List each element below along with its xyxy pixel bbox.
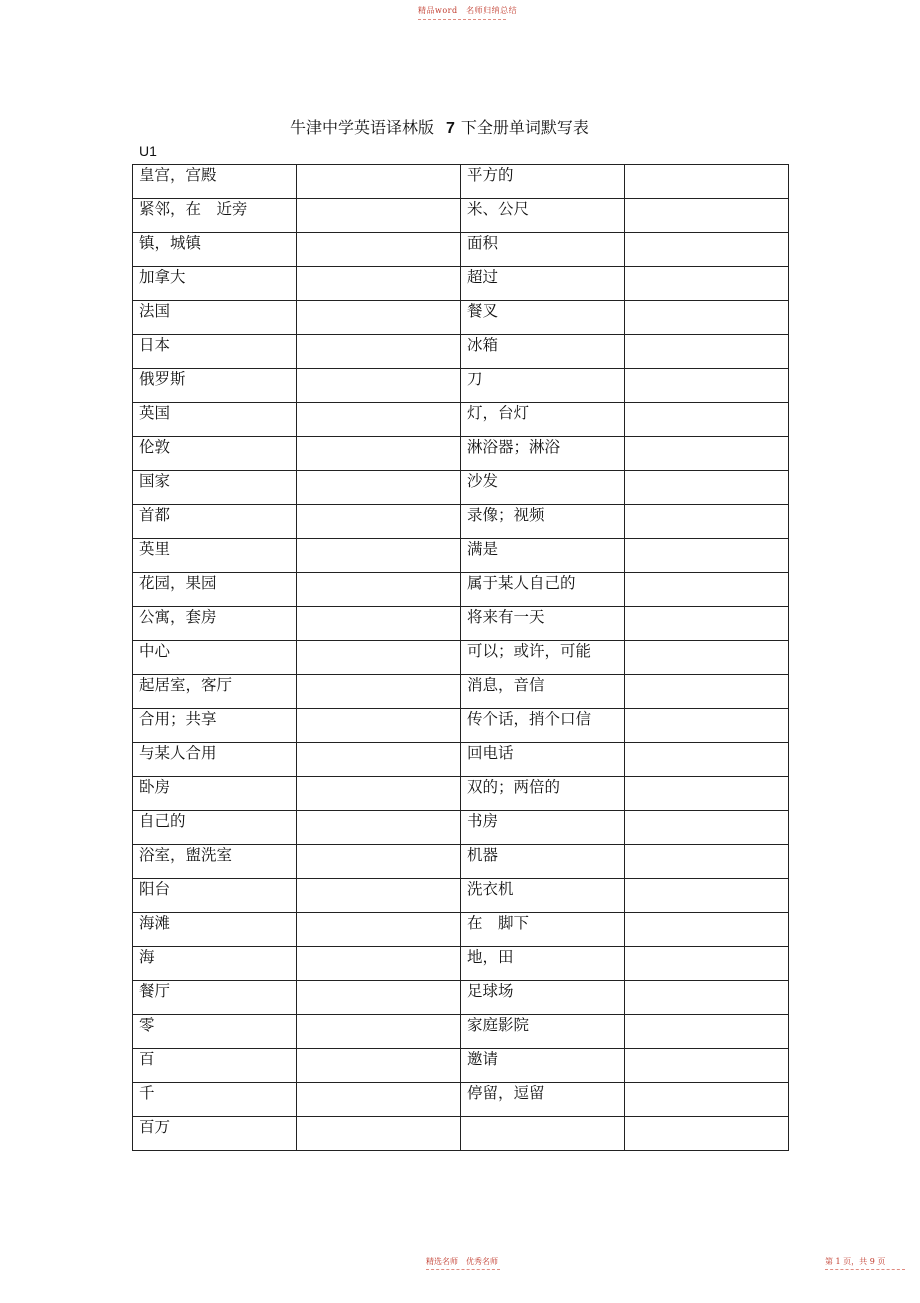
table-row (133, 845, 789, 879)
header-divider (418, 19, 506, 20)
table-row (133, 607, 789, 641)
chinese-term-cell (461, 471, 625, 505)
chinese-term-cell (133, 403, 297, 437)
chinese-term: 海 (139, 948, 155, 966)
footer-watermark: 精选名师 优秀名师 (426, 1257, 498, 1266)
chinese-term: 刀 (467, 370, 483, 388)
answer-blank-cell[interactable] (625, 981, 789, 1015)
chinese-term: 浴室，盥洗室 (139, 846, 233, 864)
answer-blank-cell[interactable] (625, 301, 789, 335)
answer-blank-cell[interactable] (297, 1015, 461, 1049)
answer-blank-cell[interactable] (297, 947, 461, 981)
answer-blank-cell[interactable] (297, 539, 461, 573)
chinese-term: 洗衣机 (467, 880, 514, 898)
answer-blank-cell[interactable] (297, 1049, 461, 1083)
chinese-term-cell (461, 1083, 625, 1117)
table-row (133, 1117, 789, 1151)
chinese-term: 自己的 (139, 812, 186, 830)
chinese-term: 双的；两倍的 (467, 778, 561, 796)
chinese-term-cell (133, 1049, 297, 1083)
table-row (133, 675, 789, 709)
chinese-term: 停留，逗留 (467, 1084, 545, 1102)
chinese-term: 卧房 (139, 778, 171, 796)
answer-blank-cell[interactable] (297, 573, 461, 607)
table-row (133, 811, 789, 845)
chinese-term: 日本 (139, 336, 171, 354)
chinese-term: 加拿大 (139, 268, 186, 286)
answer-blank-cell[interactable] (625, 743, 789, 777)
chinese-term-cell (461, 777, 625, 811)
chinese-term-cell (133, 947, 297, 981)
answer-blank-cell[interactable] (297, 879, 461, 913)
answer-blank-cell[interactable] (625, 165, 789, 199)
chinese-term-cell (133, 471, 297, 505)
chinese-term-cell (461, 505, 625, 539)
footer-right-divider (825, 1269, 905, 1270)
chinese-term-cell (133, 607, 297, 641)
chinese-term: 百万 (139, 1118, 171, 1136)
chinese-term-cell (461, 947, 625, 981)
table-row (133, 335, 789, 369)
answer-blank-cell[interactable] (625, 777, 789, 811)
chinese-term: 公寓，套房 (139, 608, 217, 626)
chinese-term: 机器 (467, 846, 499, 864)
chinese-term: 海滩 (139, 914, 171, 932)
chinese-term: 首都 (139, 506, 171, 524)
chinese-term-cell (133, 981, 297, 1015)
chinese-term: 书房 (467, 812, 499, 830)
answer-blank-cell[interactable] (297, 1083, 461, 1117)
chinese-term: 可以；或许，可能 (467, 642, 592, 660)
chinese-term: 俄罗斯 (139, 370, 186, 388)
answer-blank-cell[interactable] (625, 573, 789, 607)
table-row (133, 471, 789, 505)
answer-blank-cell[interactable] (625, 267, 789, 301)
answer-blank-cell[interactable] (625, 233, 789, 267)
answer-blank-cell[interactable] (625, 947, 789, 981)
chinese-term-cell (461, 607, 625, 641)
answer-blank-cell[interactable] (297, 437, 461, 471)
chinese-term: 餐厅 (139, 982, 171, 1000)
table-row (133, 1083, 789, 1117)
answer-blank-cell[interactable] (297, 913, 461, 947)
chinese-term-cell (133, 301, 297, 335)
table-row (133, 539, 789, 573)
answer-blank-cell[interactable] (625, 675, 789, 709)
chinese-term-cell (461, 539, 625, 573)
chinese-term-cell (133, 709, 297, 743)
answer-blank-cell[interactable] (297, 471, 461, 505)
table-row (133, 1049, 789, 1083)
chinese-term: 传个话，捎个口信 (467, 710, 592, 728)
answer-blank-cell[interactable] (297, 301, 461, 335)
answer-blank-cell[interactable] (297, 607, 461, 641)
answer-blank-cell[interactable] (625, 539, 789, 573)
chinese-term: 属于某人自己的 (467, 574, 576, 592)
chinese-term: 英里 (139, 540, 171, 558)
chinese-term: 合用；共享 (139, 710, 217, 728)
answer-blank-cell[interactable] (625, 335, 789, 369)
chinese-term: 花园，果园 (139, 574, 217, 592)
chinese-term-cell (133, 539, 297, 573)
answer-blank-cell[interactable] (625, 369, 789, 403)
answer-blank-cell[interactable] (625, 1049, 789, 1083)
chinese-term: 在 脚下 (467, 914, 530, 932)
answer-blank-cell[interactable] (297, 233, 461, 267)
answer-blank-cell[interactable] (297, 403, 461, 437)
chinese-term-cell (461, 573, 625, 607)
answer-blank-cell[interactable] (297, 199, 461, 233)
chinese-term: 消息，音信 (467, 676, 545, 694)
chinese-term: 满是 (467, 540, 499, 558)
chinese-term-cell (133, 165, 297, 199)
chinese-term-cell (461, 1015, 625, 1049)
chinese-term: 家庭影院 (467, 1016, 530, 1034)
chinese-term-cell (461, 403, 625, 437)
table-row (133, 199, 789, 233)
chinese-term: 中心 (139, 642, 171, 660)
table-row (133, 913, 789, 947)
table-row (133, 981, 789, 1015)
chinese-term-cell (133, 1117, 297, 1151)
chinese-term-cell (133, 233, 297, 267)
table-row (133, 947, 789, 981)
chinese-term: 与某人合用 (139, 744, 217, 762)
chinese-term: 镇，城镇 (139, 234, 202, 252)
footer-left-divider (426, 1269, 500, 1270)
title-grade-number: 7 (446, 120, 455, 137)
answer-blank-cell[interactable] (625, 607, 789, 641)
vocabulary-table-body (133, 165, 789, 1151)
page-title (290, 115, 589, 138)
answer-blank-cell[interactable] (297, 1117, 461, 1151)
answer-blank-cell[interactable] (625, 1015, 789, 1049)
answer-blank-cell[interactable] (625, 811, 789, 845)
table-row (133, 743, 789, 777)
chinese-term-cell (461, 981, 625, 1015)
table-row (133, 165, 789, 199)
chinese-term: 皇宫，宫殿 (139, 166, 217, 184)
chinese-term-cell (461, 437, 625, 471)
table-row (133, 573, 789, 607)
answer-blank-cell[interactable] (297, 981, 461, 1015)
chinese-term-cell (133, 505, 297, 539)
answer-blank-cell[interactable] (297, 675, 461, 709)
chinese-term: 回电话 (467, 744, 514, 762)
answer-blank-cell[interactable] (625, 709, 789, 743)
chinese-term-cell (461, 1117, 625, 1151)
chinese-term: 阳台 (139, 880, 171, 898)
chinese-term: 面积 (467, 234, 499, 252)
table-row (133, 437, 789, 471)
chinese-term-cell (461, 165, 625, 199)
chinese-term: 录像；视频 (467, 506, 545, 524)
table-row (133, 777, 789, 811)
answer-blank-cell[interactable] (297, 811, 461, 845)
answer-blank-cell[interactable] (297, 641, 461, 675)
chinese-term-cell (133, 879, 297, 913)
header-watermark: 精品word 名师归纳总结 (418, 6, 518, 15)
table-row (133, 301, 789, 335)
chinese-term: 将来有一天 (467, 608, 545, 626)
answer-blank-cell[interactable] (625, 845, 789, 879)
chinese-term-cell (461, 267, 625, 301)
answer-blank-cell[interactable] (297, 267, 461, 301)
chinese-term-cell (461, 913, 625, 947)
chinese-term: 邀请 (467, 1050, 499, 1068)
chinese-term-cell (133, 199, 297, 233)
chinese-term: 零 (139, 1016, 155, 1034)
chinese-term: 平方的 (467, 166, 514, 184)
table-row (133, 403, 789, 437)
chinese-term-cell (133, 675, 297, 709)
table-row (133, 641, 789, 675)
chinese-term-cell (461, 675, 625, 709)
answer-blank-cell[interactable] (625, 403, 789, 437)
chinese-term-cell (133, 845, 297, 879)
chinese-term: 足球场 (467, 982, 514, 1000)
chinese-term-cell (461, 845, 625, 879)
chinese-term-cell (461, 1049, 625, 1083)
answer-blank-cell[interactable] (297, 709, 461, 743)
chinese-term: 淋浴器；淋浴 (467, 438, 561, 456)
chinese-term-cell (133, 369, 297, 403)
title-suffix: 下全册单词默写表 (460, 118, 589, 137)
chinese-term: 伦敦 (139, 438, 171, 456)
answer-blank-cell[interactable] (625, 437, 789, 471)
chinese-term-cell (133, 743, 297, 777)
answer-blank-cell[interactable] (625, 505, 789, 539)
table-row (133, 267, 789, 301)
chinese-term: 英国 (139, 404, 171, 422)
chinese-term-cell (461, 369, 625, 403)
chinese-term-cell (133, 913, 297, 947)
answer-blank-cell[interactable] (297, 335, 461, 369)
chinese-term-cell (133, 641, 297, 675)
answer-blank-cell[interactable] (625, 471, 789, 505)
answer-blank-cell[interactable] (625, 199, 789, 233)
chinese-term-cell (461, 743, 625, 777)
chinese-term: 地，田 (467, 948, 514, 966)
table-row (133, 369, 789, 403)
chinese-term: 冰箱 (467, 336, 499, 354)
answer-blank-cell[interactable] (625, 1083, 789, 1117)
chinese-term: 百 (139, 1050, 155, 1068)
unit-label: U1 (139, 143, 157, 159)
answer-blank-cell[interactable] (625, 1117, 789, 1151)
chinese-term-cell (133, 777, 297, 811)
chinese-term: 国家 (139, 472, 171, 490)
table-row (133, 709, 789, 743)
chinese-term: 灯，台灯 (467, 404, 530, 422)
answer-blank-cell[interactable] (297, 369, 461, 403)
answer-blank-cell[interactable] (297, 165, 461, 199)
chinese-term: 超过 (467, 268, 499, 286)
table-row (133, 505, 789, 539)
table-row (133, 233, 789, 267)
chinese-term-cell (133, 1083, 297, 1117)
answer-blank-cell[interactable] (625, 913, 789, 947)
chinese-term-cell (461, 709, 625, 743)
answer-blank-cell[interactable] (625, 641, 789, 675)
vocabulary-table (132, 164, 789, 1151)
answer-blank-cell[interactable] (297, 777, 461, 811)
chinese-term: 紧邻，在 近旁 (139, 200, 248, 218)
chinese-term-cell (133, 335, 297, 369)
chinese-term-cell (461, 641, 625, 675)
chinese-term: 米、公尺 (467, 200, 530, 218)
chinese-term-cell (133, 1015, 297, 1049)
chinese-term-cell (133, 437, 297, 471)
chinese-term-cell (133, 267, 297, 301)
table-row (133, 1015, 789, 1049)
answer-blank-cell[interactable] (625, 879, 789, 913)
chinese-term-cell (133, 811, 297, 845)
page-number: 第 1 页，共 9 页 (825, 1257, 886, 1266)
title-prefix: 牛津中学英语译林版 (290, 118, 435, 137)
chinese-term: 法国 (139, 302, 171, 320)
chinese-term-cell (461, 335, 625, 369)
chinese-term-cell (133, 573, 297, 607)
chinese-term-cell (461, 879, 625, 913)
chinese-term-cell (461, 199, 625, 233)
answer-blank-cell[interactable] (297, 505, 461, 539)
chinese-term-cell (461, 233, 625, 267)
table-row (133, 879, 789, 913)
chinese-term-cell (461, 811, 625, 845)
answer-blank-cell[interactable] (297, 743, 461, 777)
chinese-term-cell (461, 301, 625, 335)
chinese-term: 千 (139, 1084, 155, 1102)
chinese-term: 沙发 (467, 472, 499, 490)
chinese-term: 餐叉 (467, 302, 499, 320)
answer-blank-cell[interactable] (297, 845, 461, 879)
chinese-term: 起居室，客厅 (139, 676, 233, 694)
